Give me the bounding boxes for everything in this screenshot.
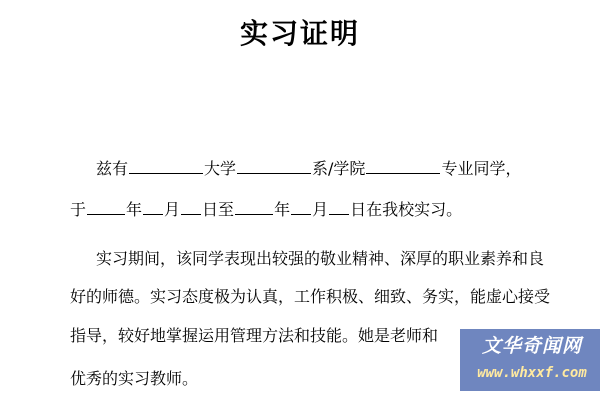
blank-end-month xyxy=(291,199,311,215)
blank-start-day xyxy=(181,199,201,215)
blank-department xyxy=(237,158,311,174)
blank-start-year xyxy=(87,199,125,215)
text-month: 月 xyxy=(164,200,181,219)
text-from: 于 xyxy=(70,200,87,219)
watermark-url: www.whxxf.com xyxy=(477,365,587,381)
student-info-line xyxy=(96,158,521,180)
paragraph-line: 指导，较好地掌握运用管理方法和技能。她是老师和 xyxy=(70,326,439,345)
watermark-site-name: 文华奇闻网 xyxy=(481,335,582,357)
text-day-to: 日至 xyxy=(202,200,235,219)
blank-end-year xyxy=(235,199,273,215)
text-year: 年 xyxy=(274,200,291,219)
paragraph-line: 实习期间，该同学表现出较强的敬业精神、深厚的职业素养和良 xyxy=(96,249,545,268)
document-title: 实习证明 xyxy=(239,17,360,50)
text-major: 专业同学， xyxy=(441,159,522,178)
site-watermark xyxy=(460,329,600,391)
text-year: 年 xyxy=(126,200,143,219)
blank-start-month xyxy=(143,199,163,215)
text-month: 月 xyxy=(312,200,329,219)
blank-university xyxy=(129,158,203,174)
text-department: 系/学院 xyxy=(312,159,366,178)
blank-end-day xyxy=(329,199,349,215)
paragraph-line: 优秀的实习教师。 xyxy=(70,369,199,388)
blank-major xyxy=(366,158,440,174)
text-prefix: 兹有 xyxy=(96,159,129,178)
text-university: 大学 xyxy=(204,159,237,178)
internship-dates-line xyxy=(70,199,462,221)
paragraph-line: 好的师德。实习态度极为认真，工作积极、细致、务实，能虚心接受 xyxy=(70,287,551,306)
text-day-end: 日在我校实习。 xyxy=(350,200,463,219)
